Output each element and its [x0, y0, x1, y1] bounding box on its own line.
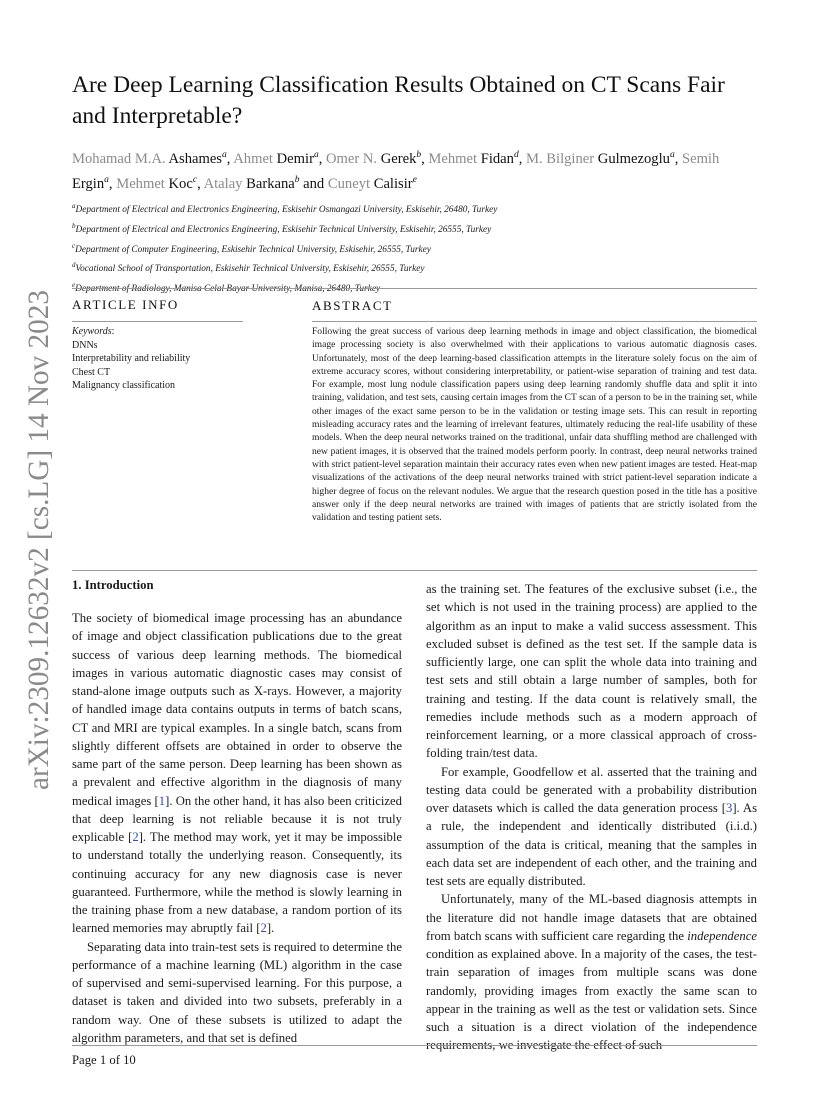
author: Mehmet Fidan$^d$: [428, 150, 519, 167]
abstract-heading: ABSTRACT: [312, 298, 393, 313]
author-list: Mohamad M.A. Ashames$^a$, Ahmet Demir$^a$, Omer N. Gerek$^b$, Mehmet Fidan$^d$, M. Bilginer Gulmezoglu$^a$, Semih Ergin$^a$, Mehmet Koc$^c$, Atalay Barkana$^b$ and Cuneyt Calisir$^e$: [72, 150, 720, 192]
arxiv-stamp-svg: [22, 290, 52, 790]
author: Mehmet Koc$^c$: [116, 174, 198, 192]
header-divider: [72, 288, 757, 289]
affiliation: $^b$Department of Electrical and Electronics Engineering, Eskisehir Technical University, Eskisehir, 26555, Turkey: [72, 221, 492, 235]
author-conjunction: and: [303, 175, 325, 192]
author: M. Bilginer Gulmezoglu$^a$: [526, 150, 675, 167]
affiliation: $^c$Department of Computer Engineering, Eskisehir Technical University, Eskisehir, 26555, Turkey: [72, 241, 431, 255]
paragraph: The society of biomedical image processing has an abundance of image and object classification publications due to the great success of various deep learning methods. The biomedical images in various automatic diagnostic cases may consist of stand-alone image outputs such as X-rays. However, a majority of handled image data contains outputs in terms of batch scans, CT and MRI are typical examples. In a single batch, scans from slightly different offsets are obtained in order to observe the same part of the same person. Deep learning has been shown as a prevalent and effective algorithm in the diagnosis of many medical images [1]. On the other hand, it has also been criticized that deep learning is not reliable because it is not truly explicable [2]. The method may work, yet it may be impossible to understand totally the underlying reason. Consequently, its continuing accuracy for any new diagnosis case is never guaranteed. Furthermore, while the method is slowly learning in the training phase from a new database, a random portion of its learned memories may abruptly fail [2].: [72, 611, 403, 936]
emphasized-term: independence: [687, 928, 757, 943]
paragraph: Separating data into train-test sets is required to determine the performance of a machine learning (ML) algorithm in the case of supervised and semi-supervised learning. For this purpose, a dataset is taken and divided into two subsets, preferably in a random way. One of these subsets is utilized to adapt the algorithm parameters, and that set is defined: [72, 939, 402, 1045]
arxiv-stamp-text: arXiv:2309.12632v2 [cs.LG] 14 Nov 2023: [22, 290, 52, 790]
paragraph: For example, Goodfellow et al. asserted that the training and testing data could be generated with a probability distribution over datasets which is called the data generation process [3]. As a rule, the independent and identically distributed (i.i.d.) assumption of the data is critical, meaning that the samples in each data set are independent of each other, and the training and test sets are equally distributed.: [426, 764, 758, 888]
affiliation: $^e$Department of Radiology, Manisa Celal Bayar University, Manisa, 26480, Turkey: [72, 281, 381, 295]
article-info-heading: ARTICLE INFO: [72, 297, 179, 312]
section-heading: 1. Introduction: [72, 578, 154, 592]
affiliation-list: [72, 199, 772, 298]
citation-link[interactable]: 1: [158, 793, 166, 808]
abstract-divider: [312, 321, 757, 322]
abstract-text: Following the great success of various deep learning methods in image and object classification, the biomedical image processing society is also overwhelmed with their applications to various automatic diagnosis cases. Unfortunately, most of the deep learning-based classification attempts in the literature solely focus on the aim of extreme accuracy scores, without considering interpretability, or patient-wise separation of training and test data. For example, most lung nodule classification papers using deep learning randomly shuffle data and split it into training, validation, and test sets, causing certain images from the CT scan of a person to be in the training set, while other images of the exact same person to be in the validation or testing image sets. This can result in reporting misleading accuracy rates and the learning of irrelevant features, ultimately reducing the real-life usability of these models. When the deep neural networks trained on the traditional, unfair data shuffling method are challenged with new patient images, it is observed that the trained models perform poorly. In contrast, deep neural networks trained with strict patient-level separation maintain their accuracy rates even when new patient images are tested. Heat-map visualizations of the activations of the deep neural networks trained with strict patient-level separation indicate a higher degree of focus on the relevant nodules. We argue that the research question posed in the title has a positive answer only if the deep neural networks are trained with images of patients that are strictly isolated from the validation and testing patient sets.: [312, 326, 757, 524]
page-number: Page 1 of 10: [72, 1053, 136, 1067]
keywords-label: Keywords: [72, 326, 112, 337]
arxiv-identifier-stamp: [22, 290, 52, 790]
keywords-block: Keywords: DNNs Interpretability and reliability Chest CT Malignancy classification: [72, 325, 247, 393]
affiliation: $^d$Vocational School of Transportation, Eskisehir Technical University, Eskisehir, 26555, Turkey: [72, 261, 425, 275]
citation-link[interactable]: 2: [132, 830, 139, 844]
right-column: [426, 580, 757, 1055]
article-info-divider: [72, 321, 243, 322]
paragraph: Unfortunately, many of the ML-based diagnosis attempts in the literature did not handle image datasets that are obtained from batch scans with sufficient care regarding the independence condition as explained above. In a majority of the cases, the test-train separation of images from multiple scans was done randomly, providing images from exactly the same scan to appear in the training as well as the test or validation sets. Since such a situation is a direct violation of the independence requirements, we investigate the effect of such: [426, 892, 757, 1053]
author: Mohamad M.A. Ashames$^a$: [72, 150, 227, 167]
author: Ahmet Demir$^a$: [233, 150, 319, 167]
author: Atalay Barkana$^b$: [203, 174, 300, 192]
paragraph: as the training set. The features of the exclusive subset (i.e., the set which is not used in the training process) are applied to the algorithm as an input to make a valid success assessment. This excluded subset is defined as the test set. If the sample data is sufficiently large, one can split the whole data into training and test sets and still obtain a large number of samples, both for training and testing. If the data count is relatively small, the remedies include methods such as a modern approach of reinforcement learning, or a more classical approach of cross-folding train/test data.: [426, 582, 757, 761]
title-line-2: and Interpretable?: [72, 103, 243, 129]
paper-title: [72, 70, 772, 132]
body-divider: [72, 570, 757, 571]
keyword-item: Malignancy classification: [72, 380, 176, 391]
citation-link[interactable]: 2: [260, 921, 267, 936]
left-column: [72, 576, 402, 1047]
title-line-1: Are Deep Learning Classification Results Obtained on CT Scans Fair: [72, 72, 725, 98]
affiliation: $^a$Department of Electrical and Electronics Engineering, Eskisehir Osmangazi University, Eskisehir, 26480, Turkey: [72, 202, 498, 216]
citation-link[interactable]: 3: [725, 801, 733, 815]
author: Semih Ergin$^a$: [72, 150, 720, 192]
keyword-item: Chest CT: [72, 366, 111, 378]
keyword-item: DNNs: [72, 339, 98, 351]
author: Omer N. Gerek$^b$: [325, 150, 422, 167]
footer-divider: [72, 1045, 757, 1046]
keyword-item: Interpretability and reliability: [72, 353, 191, 364]
author: Cuneyt Calisir$^e$: [327, 174, 417, 192]
